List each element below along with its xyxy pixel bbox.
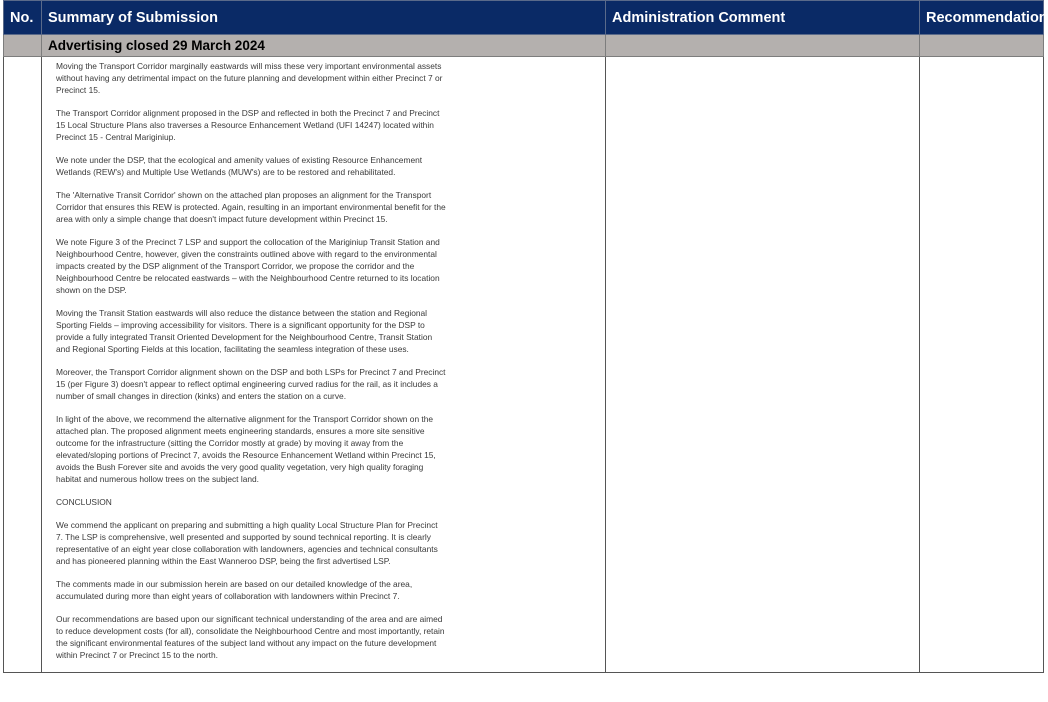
submission-summary-cell — [42, 57, 606, 673]
conclusion-heading: CONCLUSION — [56, 497, 112, 507]
submission-paragraph: The Transport Corridor alignment proposed in the DSP and reflected in both the Precinct 7 and Precinct 15 Local Structure Plans also traverses a Resource Enhancement Wetland (UFI 14247) located within Precinct 15 - Central Mariginiup. — [56, 108, 440, 142]
submission-paragraph: Moreover, the Transport Corridor alignment shown on the DSP and both LSPs for Precinct 7 and Precinct 15 (per Figure 3) doesn't appear to reflect optimal engineering curved radius for the rail, as it includes a number of small changes in direction (kinks) and enters the station on a curve. — [56, 367, 446, 401]
section-admin-cell — [606, 35, 920, 57]
recommendation-cell — [920, 57, 1044, 673]
submission-paragraph: The 'Alternative Transit Corridor' shown on the attached plan proposes an alignment for the Transport Corridor that ensures this REW is protected. Again, resulting in an important environmental benefit for the area with only a simple change that doesn't impact future development within Precinct 15. — [56, 190, 446, 224]
column-header-recommendation: Recommendation — [920, 1, 1044, 35]
submission-paragraph: We note Figure 3 of the Precinct 7 LSP and support the collocation of the Mariginiup Transit Station and Neighbourhood Centre, however, given the constraints outlined above with regard to the environmental impacts created by the DSP alignment of the Transport Corridor, we propose the corridor and the Neighbourhood Centre be relocated eastwards – with the Neighbourhood Centre returned to its location shown on the DSP. — [56, 237, 440, 295]
submissions-table — [3, 0, 1048, 673]
submission-paragraph: The comments made in our submission herein are based on our detailed knowledge of the area, accumulated during more than eight years of collaboration with landowners within Precinct 7. — [56, 579, 413, 601]
submission-paragraph: Moving the Transport Corridor marginally eastwards will miss these very important environmental assets without having any detrimental impact on the future planning and development within either Precinct 7 or Precinct 15. — [56, 61, 443, 95]
administration-comment-cell — [606, 57, 920, 673]
column-header-summary: Summary of Submission — [42, 1, 606, 35]
column-header-administration-comment: Administration Comment — [606, 1, 920, 35]
column-header-no: No. — [4, 1, 42, 35]
submission-paragraph: In light of the above, we recommend the alternative alignment for the Transport Corridor shown on the attached plan. The proposed alignment meets engineering standards, ensures a more site sensitive outcome for the infrastructure (sitting the Corridor mostly at grade) by moving it away from the elevated/sloping portions of Precinct 7, avoids the Resource Enhancement Wetland within Precinct 15, avoids the Bush Forever site and avoids the very good quality vegetation, very high quality foraging habitat and numerous hollow trees on the subject land. — [56, 414, 436, 484]
section-row — [4, 35, 1044, 57]
section-recommendation-cell — [920, 35, 1044, 57]
table-header-row — [4, 1, 1044, 35]
submission-paragraph: We note under the DSP, that the ecological and amenity values of existing Resource Enhancement Wetlands (REW's) and Multiple Use Wetlands (MUW's) are to be restored and rehabilitated. — [56, 155, 423, 177]
table-row — [4, 57, 1044, 673]
submission-text — [42, 57, 605, 661]
submission-paragraph: We commend the applicant on preparing and submitting a high quality Local Structure Plan for Precinct 7. The LSP is comprehensive, well presented and supported by sound technical reporting. It is clearly representative of an eight year close collaboration with landowners, agencies and technical consultants and has pioneered planning within the East Wanneroo DSP, being the first advertised LSP. — [56, 520, 438, 566]
submission-number-cell — [4, 57, 42, 673]
submission-paragraph: Moving the Transit Station eastwards will also reduce the distance between the station and Regional Sporting Fields – improving accessibility for visitors. There is a significant opportunity for the DSP to provide a fully integrated Transit Oriented Development for the Neighbourhood Centre, Transit Station and Regional Sporting Fields at this location, facilitating the seamless integration of these uses. — [56, 308, 433, 354]
submission-paragraph: Our recommendations are based upon our significant technical understanding of the area and are aimed to reduce development costs (for all), consolidate the Neighbourhood Centre and most importantly, retain the significant environmental features of the subject land without any impact on the future development within Precinct 7 or Precinct 15 to the north. — [56, 614, 445, 660]
section-no-cell — [4, 35, 42, 57]
section-title: Advertising closed 29 March 2024 — [42, 35, 606, 57]
